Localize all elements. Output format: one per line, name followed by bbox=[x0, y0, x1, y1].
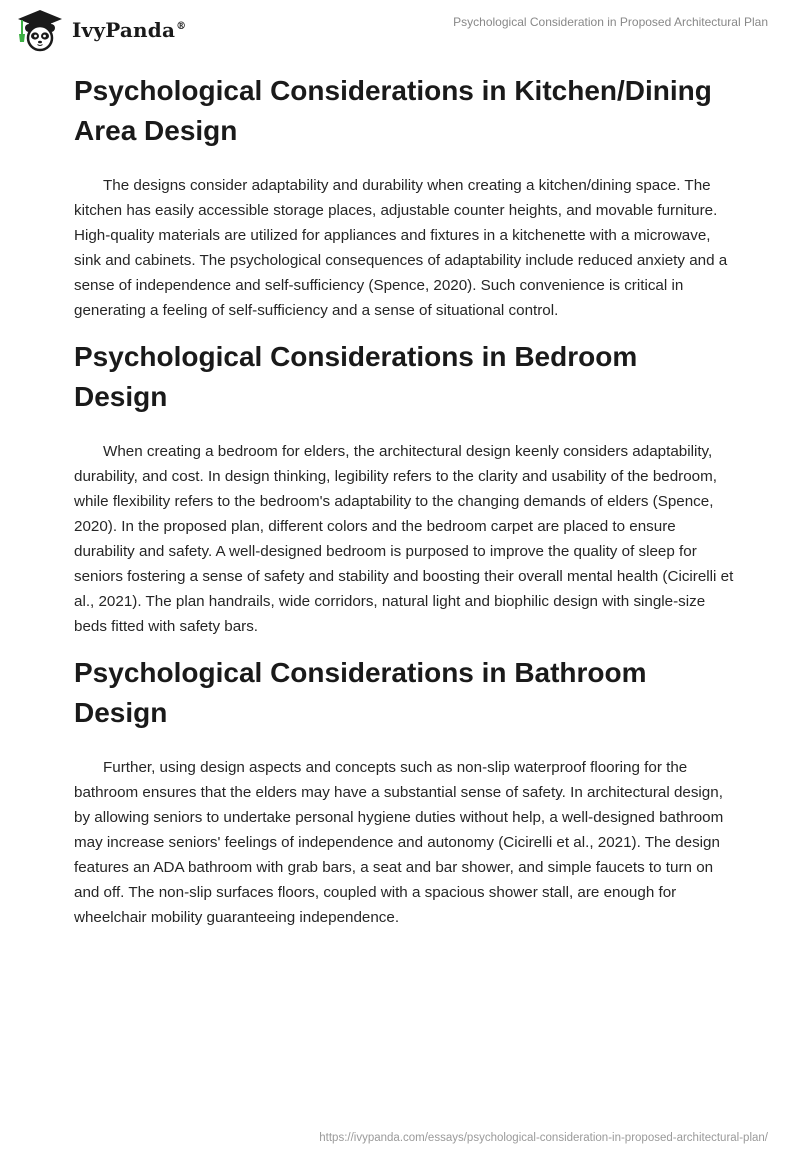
section-paragraph: The designs consider adaptability and durability when creating a kitchen/dining space. The kitchen has easily accessible storage places, adjustable counter heights, and movable furniture. High-quality materials are utilized for appliances and fixtures in a kitchenette with a microwave, sink and cabinets. The psychological consequences of adaptability include reduced anxiety and a sense of independence and self-sufficiency (Spence, 2020). Such convenience is critical in generating a feeling of self-sufficiency and a sense of situational control. bbox=[74, 177, 728, 319]
document-title: Psychological Consideration in Proposed Architectural Plan bbox=[453, 15, 768, 29]
section-heading: Psychological Considerations in Kitchen/Dining Area Design bbox=[74, 75, 712, 146]
source-url-link[interactable]: https://ivypanda.com/essays/psychological-consideration-in-proposed-architectural-plan/ bbox=[319, 1132, 768, 1144]
section-paragraph: When creating a bedroom for elders, the architectural design keenly considers adaptability, durability, and cost. In design thinking, legibility refers to the clarity and usability of the bedroom, while flexibility refers to the bedroom's adaptability to the changing demands of elders (Spence, 2020). In the proposed plan, different colors and the bedroom carpet are placed to ensure durability and safety. A well-designed bedroom is purposed to improve the quality of sleep for seniors fostering a sense of safety and stability and boosting their overall mental health (Cicirelli et al., 2021). The plan handrails, wide corridors, natural light and biophilic design with single-size beds fitted with safety bars. bbox=[74, 443, 734, 635]
section-paragraph: Further, using design aspects and concepts such as non-slip waterproof flooring for the bathroom ensures that the elders may have a substantial sense of safety. In architectural design, by allowing seniors to undertake personal hygiene duties without help, a well-designed bathroom may increase seniors' feelings of independence and autonomy (Cicirelli et al., 2021). The design features an ADA bathroom with grab bars, a seat and bar shower, and simple faucets to turn on and off. The non-slip surfaces floors, coupled with a spacious shower stall, are enough for wheelchair mobility guaranteeing independence. bbox=[74, 759, 724, 926]
section-kitchen-dining bbox=[74, 71, 734, 323]
section-bathroom bbox=[74, 653, 734, 930]
section-heading: Psychological Considerations in Bedroom Design bbox=[74, 341, 638, 412]
section-heading: Psychological Considerations in Bathroom Design bbox=[74, 657, 647, 728]
brand-logo[interactable] bbox=[14, 8, 186, 52]
section-bedroom bbox=[74, 337, 734, 639]
page-header bbox=[0, 0, 800, 62]
brand-name: IvyPanda® bbox=[72, 18, 187, 42]
essay-content bbox=[74, 71, 734, 944]
registered-mark: ® bbox=[176, 21, 187, 33]
panda-graduate-icon bbox=[14, 8, 66, 52]
